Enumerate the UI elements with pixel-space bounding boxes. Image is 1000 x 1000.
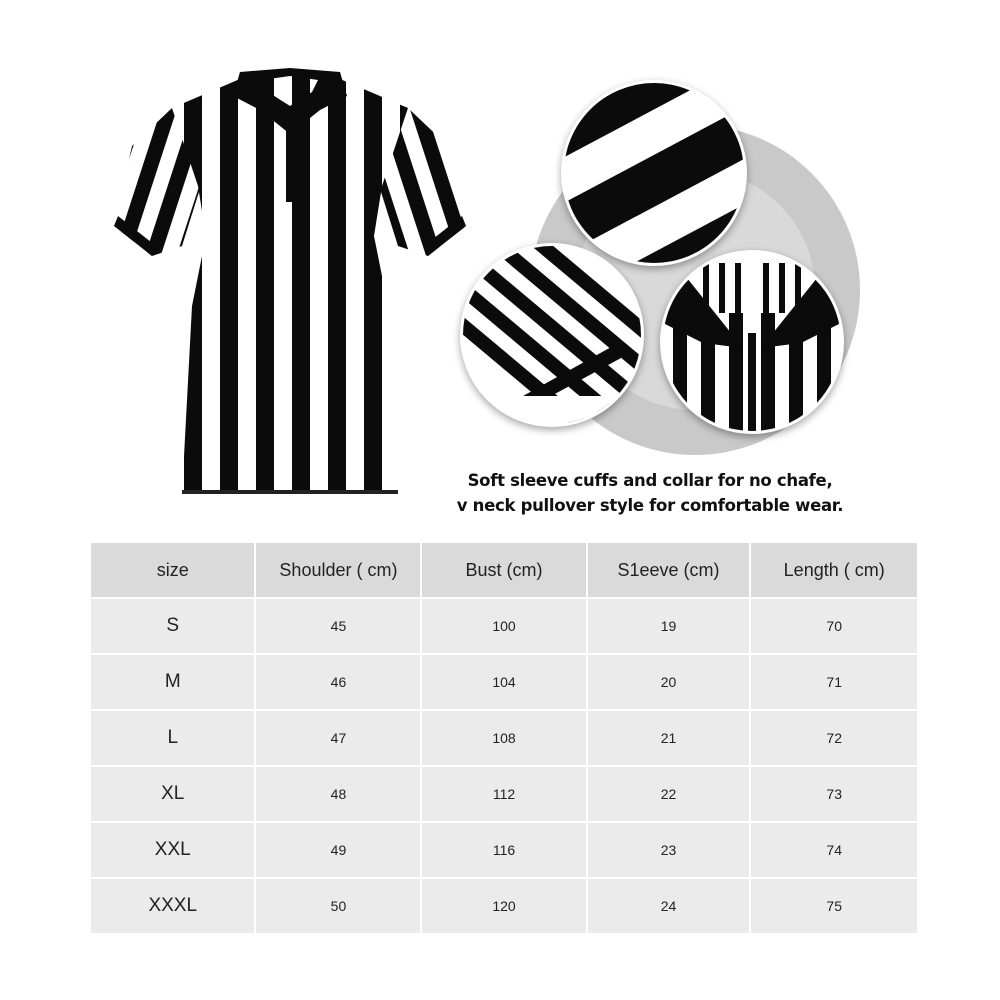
size-cell: XXL bbox=[91, 823, 254, 877]
sleeve-cell: 24 bbox=[588, 879, 750, 933]
shoulder-cell: 50 bbox=[256, 879, 420, 933]
length-cell: 71 bbox=[751, 655, 917, 709]
size-cell: L bbox=[91, 711, 254, 765]
size-cell: XXXL bbox=[91, 879, 254, 933]
table-row bbox=[91, 711, 917, 765]
shoulder-cell: 46 bbox=[256, 655, 420, 709]
shoulder-cell: 47 bbox=[256, 711, 420, 765]
bust-cell: 108 bbox=[422, 711, 585, 765]
length-cell: 72 bbox=[751, 711, 917, 765]
shoulder-cell: 45 bbox=[256, 599, 420, 653]
size-cell: M bbox=[91, 655, 254, 709]
caption-line-2: v neck pullover style for comfortable wear. bbox=[456, 496, 844, 515]
sleeve-cell: 22 bbox=[588, 767, 750, 821]
size-chart-table bbox=[89, 541, 919, 935]
sleeve-cell: 23 bbox=[588, 823, 750, 877]
referee-shirt-image bbox=[112, 66, 468, 500]
length-cell: 75 bbox=[751, 879, 917, 933]
header-size: size bbox=[91, 543, 254, 597]
feature-caption bbox=[440, 468, 860, 518]
detail-closeups bbox=[455, 60, 855, 460]
collar-closeup bbox=[660, 250, 844, 434]
table-row bbox=[91, 599, 917, 653]
bust-cell: 104 bbox=[422, 655, 585, 709]
table-row bbox=[91, 823, 917, 877]
bust-cell: 120 bbox=[422, 879, 585, 933]
table-row bbox=[91, 879, 917, 933]
table-header-row bbox=[91, 543, 917, 597]
table-row bbox=[91, 767, 917, 821]
header-length: Length ( cm) bbox=[751, 543, 917, 597]
shoulder-cell: 48 bbox=[256, 767, 420, 821]
size-cell: S bbox=[91, 599, 254, 653]
header-sleeve: S1eeve (cm) bbox=[588, 543, 750, 597]
table-row bbox=[91, 655, 917, 709]
caption-line-1: Soft sleeve cuffs and collar for no chafe, bbox=[467, 471, 833, 490]
sleeve-cuff-closeup bbox=[460, 243, 644, 427]
sleeve-cell: 21 bbox=[588, 711, 750, 765]
length-cell: 74 bbox=[751, 823, 917, 877]
length-cell: 73 bbox=[751, 767, 917, 821]
sleeve-cell: 19 bbox=[588, 599, 750, 653]
shoulder-cell: 49 bbox=[256, 823, 420, 877]
bust-cell: 112 bbox=[422, 767, 585, 821]
length-cell: 70 bbox=[751, 599, 917, 653]
bust-cell: 116 bbox=[422, 823, 585, 877]
bust-cell: 100 bbox=[422, 599, 585, 653]
fabric-stripe-closeup bbox=[561, 80, 747, 266]
header-shoulder: Shoulder ( cm) bbox=[256, 543, 420, 597]
size-cell: XL bbox=[91, 767, 254, 821]
sleeve-cell: 20 bbox=[588, 655, 750, 709]
header-bust: Bust (cm) bbox=[422, 543, 585, 597]
